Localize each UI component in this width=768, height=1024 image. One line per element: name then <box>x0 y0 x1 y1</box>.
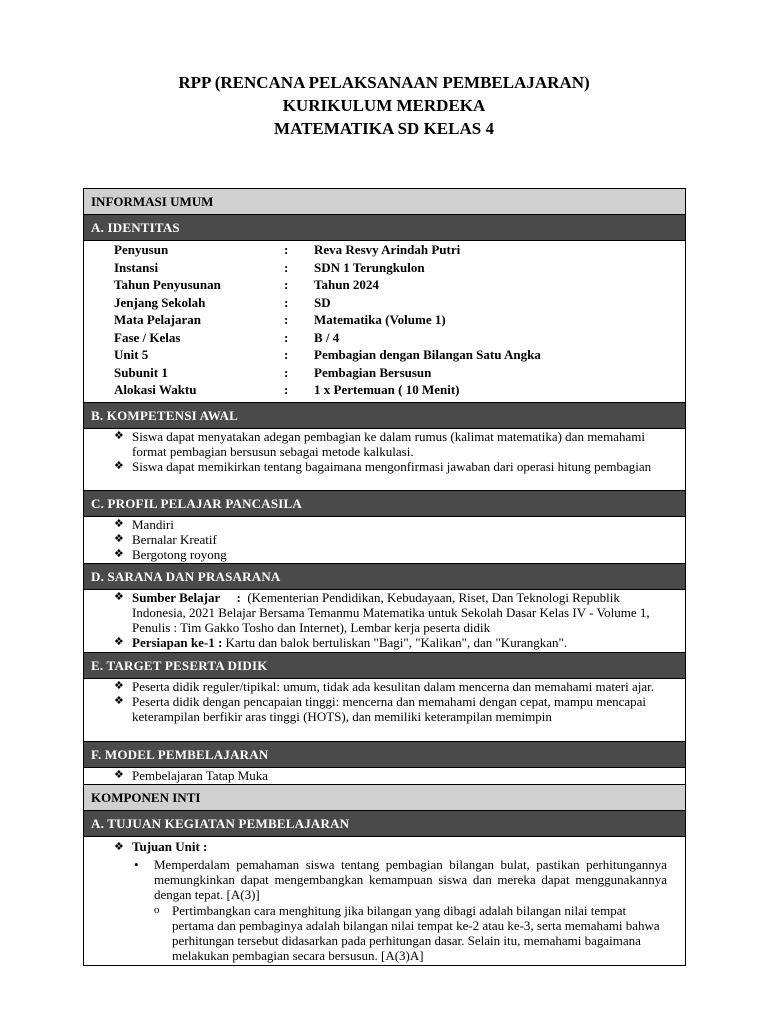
list-item <box>84 517 685 532</box>
identitas-colon: : <box>284 312 289 327</box>
persiapan-label: Persiapan ke-1 : <box>132 635 223 650</box>
identitas-value: Reva Resvy Arindah Putri <box>314 242 461 257</box>
list-item <box>84 679 685 694</box>
tujuan-unit-label: Tujuan Unit : <box>132 839 208 854</box>
dot-bullet-icon: • <box>134 857 139 872</box>
list-item-text: Bergotong royong <box>132 547 227 562</box>
tujuan-body <box>84 837 685 965</box>
target-body <box>84 679 685 742</box>
identitas-label: Penyusun <box>114 242 169 257</box>
list-item-text: Bernalar Kreatif <box>132 532 217 547</box>
circle-bullet-icon: o <box>154 904 160 916</box>
list-item-text: Pembelajaran Tatap Muka <box>132 768 269 783</box>
diamond-bullet-icon: ❖ <box>114 548 124 560</box>
profil-body <box>84 517 685 564</box>
diamond-bullet-icon: ❖ <box>114 533 124 545</box>
identitas-row <box>84 311 685 329</box>
identitas-row <box>84 364 685 382</box>
list-item <box>84 459 685 474</box>
diamond-bullet-icon: ❖ <box>114 591 124 603</box>
identitas-value: Tahun 2024 <box>314 277 379 292</box>
identitas-row <box>84 241 685 259</box>
sarana-body <box>84 590 685 653</box>
identitas-colon: : <box>284 277 289 292</box>
identitas-value: Pembagian dengan Bilangan Satu Angka <box>314 347 541 362</box>
identitas-colon: : <box>284 294 289 310</box>
list-item-text: Peserta didik dengan pencapaian tinggi: mencerna dan memahami dengan cepat, mampu mencapai keterampilan berfikir aras tinggi (HOTS), dan memiliki keterampilan memimpin <box>132 694 647 724</box>
identitas-value: SD <box>314 294 331 310</box>
list-item <box>84 903 685 963</box>
diamond-bullet-icon: ❖ <box>114 695 124 707</box>
identitas-value: Matematika (Volume 1) <box>314 312 446 327</box>
doc-title-line3: MATEMATIKA SD KELAS 4 <box>274 119 494 138</box>
model-body <box>84 768 685 785</box>
list-item-text: Memperdalam pemahaman siswa tentang pembagian bilangan bulat, pastikan perhitungannya memungkinkan dapat mengembangkan kemampuan siswa dan mereka dapat menggunakannya dengan tepat. [A(3)] <box>154 857 667 902</box>
diamond-bullet-icon: ❖ <box>114 636 124 648</box>
section-target-heading: E. TARGET PESERTA DIDIK <box>84 653 685 679</box>
identitas-label: Alokasi Waktu <box>114 382 197 397</box>
identitas-label: Tahun Penyusunan <box>114 277 221 292</box>
sumber-belajar-text: (Kementerian Pendidikan, Kebudayaan, Riset, Dan Teknologi Republik Indonesia, 2021 Belajar Bersama Temanmu Matematika untuk Sekolah Dasar Kelas IV - Volume 1, Penulis : Tim Gakko Tosho dan Internet), Lembar kerja peserta didik <box>132 590 650 635</box>
identitas-colon: : <box>284 242 289 257</box>
identitas-label: Fase / Kelas <box>114 329 181 345</box>
list-item <box>84 590 685 635</box>
identitas-label: Instansi <box>114 259 159 275</box>
identitas-row <box>84 346 685 364</box>
identitas-colon: : <box>284 347 289 362</box>
section-profil-heading: C. PROFIL PELAJAR PANCASILA <box>84 491 685 517</box>
list-item-text: Peserta didik reguler/tipikal: umum, tidak ada kesulitan dalam mencerna dan memahami materi ajar. <box>132 679 654 694</box>
identitas-row <box>84 276 685 294</box>
section-identitas-heading: A. IDENTITAS <box>84 215 685 241</box>
diamond-bullet-icon: ❖ <box>114 680 124 692</box>
list-item <box>84 635 685 650</box>
list-item <box>84 429 685 459</box>
list-item <box>84 857 685 902</box>
diamond-bullet-icon: ❖ <box>114 430 124 442</box>
diamond-bullet-icon: ❖ <box>114 769 124 781</box>
section-komponen-inti: KOMPONEN INTI <box>84 785 685 811</box>
identitas-label: Unit 5 <box>114 347 149 362</box>
list-item <box>84 547 685 562</box>
identitas-label: Subunit 1 <box>114 364 168 380</box>
section-kompetensi-awal-heading: B. KOMPETENSI AWAL <box>84 403 685 429</box>
diamond-bullet-icon: ❖ <box>114 460 124 472</box>
kompetensi-awal-body <box>84 429 685 491</box>
identitas-body <box>84 241 685 403</box>
identitas-colon: : <box>284 364 289 380</box>
identitas-value: Pembagian Bersusun <box>314 364 432 380</box>
section-model-heading: F. MODEL PEMBELAJARAN <box>84 742 685 768</box>
identitas-row <box>84 329 685 347</box>
section-tujuan-heading: A. TUJUAN KEGIATAN PEMBELAJARAN <box>84 811 685 837</box>
list-item-text: Siswa dapat menyatakan adegan pembagian ke dalam rumus (kalimat matematika) dan memahami format pembagian bersusun sebagai metode kalkulasi. <box>132 429 645 459</box>
identitas-colon: : <box>284 259 289 275</box>
diamond-bullet-icon: ❖ <box>114 518 124 530</box>
identitas-label: Mata Pelajaran <box>114 312 202 327</box>
list-item-text: Mandiri <box>132 517 174 532</box>
doc-title-line2: KURIKULUM MERDEKA <box>282 96 486 115</box>
list-item <box>84 837 685 857</box>
identitas-value: SDN 1 Terungkulon <box>314 259 425 275</box>
sumber-belajar-label: Sumber Belajar <box>132 590 221 605</box>
section-sarana-heading: D. SARANA DAN PRASARANA <box>84 564 685 590</box>
identitas-row <box>84 294 685 312</box>
list-item-text: Siswa dapat memikirkan tentang bagaimana mengonfirmasi jawaban dari operasi hitung pembagian <box>132 459 652 474</box>
identitas-value: 1 x Pertemuan ( 10 Menit) <box>314 382 460 397</box>
doc-title-line1: RPP (RENCANA PELAKSANAAN PEMBELAJARAN) <box>178 73 590 92</box>
identitas-colon: : <box>284 382 289 397</box>
list-item <box>84 694 685 724</box>
identitas-value: B / 4 <box>314 329 340 345</box>
diamond-bullet-icon: ❖ <box>114 841 124 853</box>
identitas-row <box>84 259 685 277</box>
identitas-label: Jenjang Sekolah <box>114 294 206 310</box>
list-item-text: Pertimbangkan cara menghitung jika bilangan yang dibagi adalah bilangan nilai tempat pertama dan pembaginya adalah bilangan nilai tempat ke-2 atau ke-3, serta memahami bahwa perhitungan tersebut didasarkan pada perhitungan dasar. Selain itu, memahami bagaimana melakukan pembagian secara bersusun. [A(3)A] <box>172 903 660 963</box>
section-informasi-umum: INFORMASI UMUM <box>84 189 685 215</box>
list-item <box>84 768 685 783</box>
list-item <box>84 532 685 547</box>
rpp-table <box>83 188 686 966</box>
identitas-row <box>84 381 685 399</box>
persiapan-text: Kartu dan balok bertuliskan "Bagi", "Kalikan", dan "Kurangkan". <box>225 635 568 650</box>
sumber-belajar-colon: : <box>236 590 241 605</box>
identitas-colon: : <box>284 329 289 345</box>
